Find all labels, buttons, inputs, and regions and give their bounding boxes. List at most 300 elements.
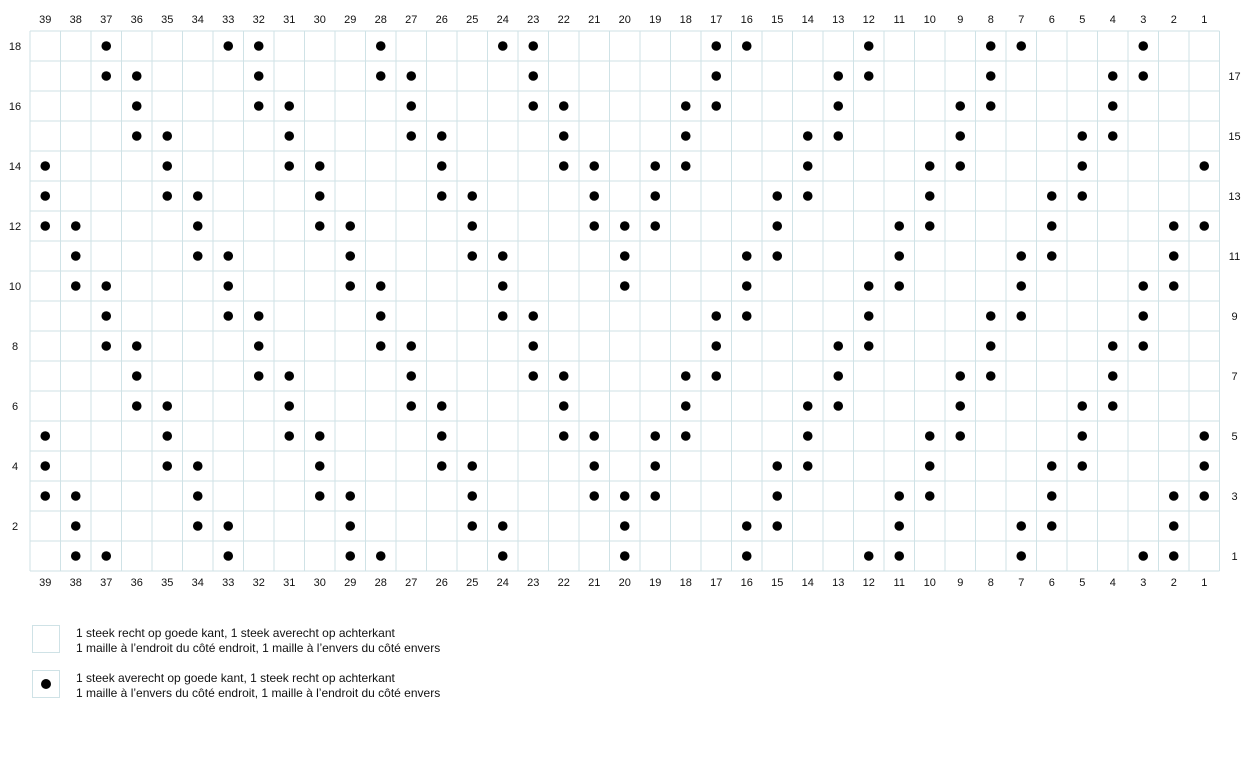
legend-knit-text [76,625,440,656]
legend-knit-line-fr: 1 maille à l’endroit du côté endroit, 1 maille à l’envers du côté envers [76,641,441,655]
column-label-bottom: 31 [283,577,296,589]
purl-stitch-dot [742,41,752,51]
purl-stitch-dot [742,311,752,321]
purl-stitch-dot [437,461,447,471]
purl-stitch-dot [406,371,416,381]
column-label-top: 34 [191,14,204,26]
purl-stitch-dot [772,251,782,261]
purl-stitch-dot [1199,161,1209,171]
purl-stitch-dot [559,431,569,441]
purl-stitch-dot [284,371,294,381]
purl-stitch-dot [894,281,904,291]
purl-stitch-dot [315,191,325,201]
column-label-bottom: 10 [923,577,936,589]
purl-stitch-dot [955,431,965,441]
column-label-top: 32 [252,14,265,26]
purl-stitch-dot [498,521,508,531]
column-label-bottom: 39 [39,577,52,589]
purl-stitch-dot [925,431,935,441]
legend-item-purl [32,670,440,701]
purl-stitch-dot [376,341,386,351]
purl-stitch-dot [559,161,569,171]
column-label-bottom: 30 [313,577,326,589]
purl-stitch-dot [894,521,904,531]
row-label-right: 13 [1228,191,1241,203]
purl-stitch-dot [681,161,691,171]
purl-stitch-dot [437,161,447,171]
purl-stitch-dot [620,251,630,261]
purl-stitch-dot [40,461,50,471]
purl-stitch-dot [1199,221,1209,231]
purl-stitch-dot [223,41,233,51]
purl-stitch-dot [650,191,660,201]
purl-stitch-dot [894,221,904,231]
purl-stitch-dot [528,371,538,381]
column-label-top: 6 [1048,14,1055,26]
column-label-top: 31 [283,14,296,26]
purl-stitch-dot [1016,311,1026,321]
purl-stitch-dot [498,281,508,291]
purl-stitch-dot [345,551,355,561]
purl-stitch-dot [589,431,599,441]
purl-stitch-dot [437,191,447,201]
purl-stitch-dot [864,41,874,51]
purl-stitch-dot [925,191,935,201]
purl-stitch-dot [681,131,691,141]
purl-stitch-dot [772,521,782,531]
purl-stitch-dot [162,161,172,171]
column-label-bottom: 29 [344,577,357,589]
row-label-left: 18 [8,41,22,53]
column-label-top: 37 [100,14,113,26]
purl-stitch-dot [406,101,416,111]
purl-stitch-dot [681,401,691,411]
purl-stitch-dot [986,371,996,381]
purl-stitch-dot [1138,71,1148,81]
purl-stitch-dot [864,311,874,321]
purl-stitch-dot [925,491,935,501]
purl-stitch-dot [1108,371,1118,381]
purl-stitch-dot [40,191,50,201]
purl-stitch-dot [223,251,233,261]
column-label-bottom: 23 [527,577,540,589]
purl-stitch-dot [1047,191,1057,201]
purl-stitch-dot [223,311,233,321]
purl-stitch-dot [528,41,538,51]
purl-stitch-dot [803,131,813,141]
purl-stitch-dot [40,491,50,501]
purl-stitch-dot [315,461,325,471]
column-label-top: 11 [893,14,905,26]
column-label-bottom: 4 [1109,577,1116,589]
purl-stitch-dot [498,551,508,561]
purl-stitch-dot [528,71,538,81]
row-label-left: 8 [11,341,19,353]
purl-stitch-dot [955,161,965,171]
purl-stitch-dot [376,71,386,81]
purl-dot-icon [41,679,51,689]
purl-stitch-dot [1108,101,1118,111]
column-label-bottom: 17 [710,577,723,589]
purl-stitch-dot [528,101,538,111]
purl-stitch-dot [193,521,203,531]
legend-knit-line-nl: 1 steek recht op goede kant, 1 steek averecht op achterkant [76,626,395,640]
purl-stitch-dot [559,401,569,411]
purl-stitch-dot [894,491,904,501]
purl-stitch-dot [345,521,355,531]
column-label-bottom: 33 [222,577,235,589]
purl-stitch-dot [1047,491,1057,501]
purl-stitch-dot [559,131,569,141]
purl-stitch-dot [345,221,355,231]
purl-stitch-dot [40,431,50,441]
purl-stitch-dot [559,101,569,111]
purl-stitch-dot [1077,191,1087,201]
purl-stitch-dot [132,371,142,381]
purl-stitch-dot [315,491,325,501]
purl-stitch-dot [1047,221,1057,231]
purl-stitch-dot [1199,431,1209,441]
column-label-top: 27 [405,14,418,26]
column-label-bottom: 7 [1018,577,1025,589]
purl-stitch-dot [742,551,752,561]
legend-purl-line-fr: 1 maille à l’envers du côté endroit, 1 maille à l’endroit du côté envers [76,686,441,700]
row-label-right: 17 [1228,71,1241,83]
purl-stitch-dot [986,41,996,51]
purl-stitch-dot [1016,251,1026,261]
column-label-top: 29 [344,14,357,26]
purl-stitch-dot [284,401,294,411]
purl-stitch-dot [620,521,630,531]
purl-stitch-dot [803,161,813,171]
purl-stitch-dot [162,401,172,411]
purl-stitch-dot [833,131,843,141]
purl-stitch-dot [254,71,264,81]
purl-stitch-dot [437,431,447,441]
column-label-bottom: 25 [466,577,479,589]
column-label-top: 16 [740,14,753,26]
column-label-bottom: 19 [649,577,662,589]
column-label-bottom: 5 [1079,577,1086,589]
purl-stitch-dot [650,431,660,441]
column-label-top: 25 [466,14,479,26]
purl-stitch-dot [1047,521,1057,531]
purl-stitch-dot [894,551,904,561]
column-label-top: 38 [69,14,82,26]
column-label-top: 21 [588,14,601,26]
row-label-left: 14 [8,161,22,173]
row-label-left: 2 [11,521,19,533]
purl-stitch-dot [1077,161,1087,171]
purl-stitch-dot [345,251,355,261]
purl-stitch-dot [559,371,569,381]
purl-stitch-dot [254,41,264,51]
purl-stitch-dot [620,221,630,231]
column-label-bottom: 12 [862,577,875,589]
purl-stitch-dot [1169,551,1179,561]
column-label-bottom: 34 [191,577,204,589]
column-label-bottom: 20 [618,577,631,589]
purl-stitch-dot [1077,431,1087,441]
purl-stitch-dot [1169,521,1179,531]
purl-stitch-dot [376,551,386,561]
purl-stitch-dot [498,41,508,51]
purl-stitch-dot [40,161,50,171]
purl-stitch-dot [589,161,599,171]
purl-stitch-dot [681,431,691,441]
purl-stitch-dot [803,401,813,411]
row-label-left: 12 [8,221,22,233]
purl-stitch-dot [315,221,325,231]
purl-stitch-dot [1016,281,1026,291]
purl-stitch-dot [1138,41,1148,51]
purl-stitch-dot [162,131,172,141]
column-label-top: 1 [1201,14,1208,26]
purl-stitch-dot [620,551,630,561]
column-label-bottom: 28 [374,577,387,589]
purl-stitch-dot [162,431,172,441]
purl-stitch-dot [742,521,752,531]
column-label-top: 36 [130,14,143,26]
purl-stitch-dot [864,281,874,291]
purl-stitch-dot [406,341,416,351]
row-label-right: 7 [1231,371,1238,383]
purl-stitch-dot [925,161,935,171]
row-label-right: 9 [1231,311,1238,323]
column-label-top: 5 [1079,14,1086,26]
purl-stitch-dot [254,311,264,321]
purl-stitch-dot [1047,251,1057,261]
purl-stitch-dot [315,161,325,171]
purl-stitch-dot [833,101,843,111]
column-label-bottom: 13 [832,577,845,589]
column-label-top: 8 [987,14,994,26]
legend-dot-square [32,670,60,698]
row-label-left: 10 [8,281,22,293]
purl-stitch-dot [1108,131,1118,141]
row-label-right: 1 [1231,551,1238,563]
purl-stitch-dot [467,191,477,201]
purl-stitch-dot [284,131,294,141]
purl-stitch-dot [955,131,965,141]
purl-stitch-dot [193,491,203,501]
purl-stitch-dot [71,251,81,261]
purl-stitch-dot [1077,131,1087,141]
column-label-bottom: 16 [740,577,753,589]
column-label-bottom: 21 [588,577,601,589]
purl-stitch-dot [711,341,721,351]
purl-stitch-dot [71,551,81,561]
column-label-top: 2 [1170,14,1177,26]
purl-stitch-dot [162,191,172,201]
column-label-top: 22 [557,14,570,26]
chart-grid [30,31,1220,571]
purl-stitch-dot [681,101,691,111]
purl-stitch-dot [437,401,447,411]
purl-stitch-dot [101,551,111,561]
column-label-top: 24 [496,14,509,26]
purl-stitch-dot [528,341,538,351]
purl-stitch-dot [772,191,782,201]
column-label-bottom: 22 [557,577,570,589]
column-label-bottom: 35 [161,577,174,589]
column-label-bottom: 1 [1201,577,1208,589]
purl-stitch-dot [986,101,996,111]
purl-stitch-dot [101,341,111,351]
purl-stitch-dot [1199,461,1209,471]
purl-stitch-dot [925,461,935,471]
purl-stitch-dot [162,461,172,471]
purl-stitch-dot [1169,491,1179,501]
column-label-bottom: 32 [252,577,265,589]
purl-stitch-dot [1169,251,1179,261]
purl-stitch-dot [711,101,721,111]
purl-stitch-dot [772,461,782,471]
purl-stitch-dot [437,131,447,141]
purl-stitch-dot [711,41,721,51]
purl-stitch-dot [254,341,264,351]
purl-stitch-dot [376,41,386,51]
column-label-bottom: 11 [893,577,905,589]
purl-stitch-dot [132,101,142,111]
purl-stitch-dot [803,431,813,441]
column-label-bottom: 14 [801,577,814,589]
purl-stitch-dot [1138,341,1148,351]
column-label-top: 28 [374,14,387,26]
purl-stitch-dot [101,311,111,321]
purl-stitch-dot [71,221,81,231]
purl-stitch-dot [498,311,508,321]
purl-stitch-dot [955,101,965,111]
column-label-bottom: 18 [679,577,692,589]
purl-stitch-dot [772,221,782,231]
purl-stitch-dot [1108,401,1118,411]
purl-stitch-dot [742,281,752,291]
column-label-top: 23 [527,14,540,26]
purl-stitch-dot [925,221,935,231]
legend-purl-line-nl: 1 steek averecht op goede kant, 1 steek recht op achterkant [76,671,395,685]
purl-stitch-dot [711,311,721,321]
purl-stitch-dot [101,71,111,81]
purl-stitch-dot [132,71,142,81]
column-label-top: 4 [1109,14,1116,26]
purl-stitch-dot [345,491,355,501]
column-label-top: 3 [1140,14,1147,26]
purl-stitch-dot [71,491,81,501]
purl-stitch-dot [1016,521,1026,531]
purl-stitch-dot [864,341,874,351]
purl-stitch-dot [589,191,599,201]
purl-stitch-dot [1169,281,1179,291]
purl-stitch-dot [467,491,477,501]
purl-stitch-dot [650,461,660,471]
purl-stitch-dot [955,401,965,411]
purl-stitch-dot [284,431,294,441]
column-label-bottom: 26 [435,577,448,589]
purl-stitch-dot [1138,551,1148,561]
purl-stitch-dot [223,281,233,291]
purl-stitch-dot [620,491,630,501]
purl-stitch-dot [833,341,843,351]
row-label-left: 4 [11,461,19,473]
purl-stitch-dot [406,71,416,81]
purl-stitch-dot [315,431,325,441]
purl-stitch-dot [254,371,264,381]
purl-stitch-dot [864,71,874,81]
purl-stitch-dot [132,401,142,411]
purl-stitch-dot [101,281,111,291]
purl-stitch-dot [1199,491,1209,501]
column-label-bottom: 37 [100,577,113,589]
purl-stitch-dot [589,461,599,471]
column-label-bottom: 36 [130,577,143,589]
purl-stitch-dot [681,371,691,381]
column-label-top: 13 [832,14,845,26]
column-label-top: 10 [923,14,936,26]
column-label-top: 18 [679,14,692,26]
column-label-bottom: 8 [987,577,994,589]
column-label-bottom: 24 [496,577,509,589]
row-label-right: 3 [1231,491,1238,503]
purl-stitch-dot [1016,551,1026,561]
column-label-top: 39 [39,14,52,26]
purl-stitch-dot [193,461,203,471]
purl-stitch-dot [467,461,477,471]
purl-stitch-dot [284,101,294,111]
column-label-bottom: 6 [1048,577,1055,589]
column-label-top: 9 [957,14,964,26]
purl-stitch-dot [193,221,203,231]
column-label-top: 35 [161,14,174,26]
column-label-top: 7 [1018,14,1025,26]
column-label-bottom: 27 [405,577,418,589]
purl-stitch-dot [833,71,843,81]
purl-stitch-dot [101,41,111,51]
column-label-top: 14 [801,14,814,26]
column-label-bottom: 38 [69,577,82,589]
purl-stitch-dot [986,341,996,351]
column-label-top: 17 [710,14,723,26]
column-label-bottom: 15 [771,577,784,589]
purl-stitch-dot [1047,461,1057,471]
purl-stitch-dot [376,281,386,291]
purl-stitch-dot [1138,311,1148,321]
purl-stitch-dot [193,191,203,201]
column-label-bottom: 3 [1140,577,1147,589]
purl-stitch-dot [742,251,752,261]
purl-stitch-dot [40,221,50,231]
legend-purl-text [76,670,440,701]
purl-stitch-dot [132,341,142,351]
purl-stitch-dot [498,251,508,261]
purl-stitch-dot [1108,71,1118,81]
purl-stitch-dot [132,131,142,141]
legend-item-knit [32,625,440,656]
column-label-top: 15 [771,14,784,26]
purl-stitch-dot [711,71,721,81]
purl-stitch-dot [528,311,538,321]
purl-stitch-dot [650,491,660,501]
purl-stitch-dot [254,101,264,111]
row-label-right: 15 [1228,131,1241,143]
purl-stitch-dot [467,251,477,261]
legend-empty-square [32,625,60,653]
purl-stitch-dot [711,371,721,381]
purl-stitch-dot [1077,461,1087,471]
purl-stitch-dot [345,281,355,291]
purl-stitch-dot [803,461,813,471]
purl-stitch-dot [223,551,233,561]
